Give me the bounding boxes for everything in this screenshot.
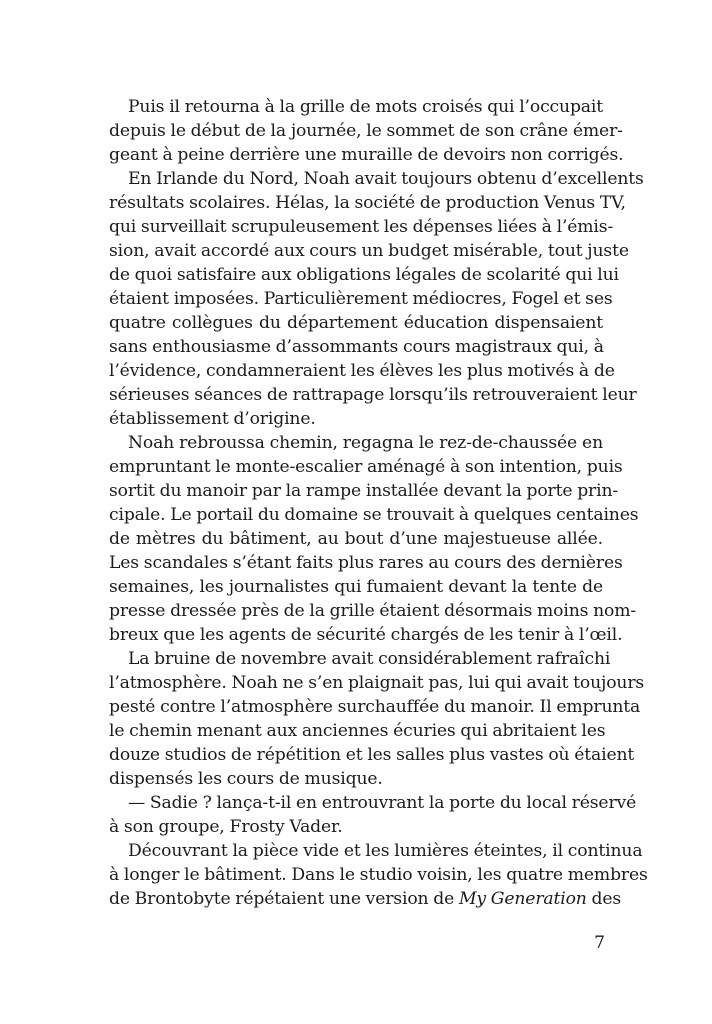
text-line: Les scandales s’étant faits plus rares au cours des dernières	[109, 553, 623, 573]
text-line: de quoi satisfaire aux obligations légales de scolarité qui lui	[109, 265, 619, 285]
text-segment: de Brontobyte répétaient une version de	[109, 889, 459, 909]
text-line: établissement d’origine.	[109, 409, 316, 429]
paragraph	[109, 839, 648, 911]
paragraph	[109, 95, 624, 167]
text-line: semaines, les journalistes qui fumaient devant la tente de	[109, 577, 603, 597]
text-line: empruntant le monte-escalier aménagé à son intention, puis	[109, 457, 623, 477]
text-line: dispensés les cours de musique.	[109, 769, 383, 789]
text-line: En Irlande du Nord, Noah avait toujours obtenu d’excellents	[128, 169, 644, 189]
text-line: pesté contre l’atmosphère surchauffée du manoir. Il emprunta	[109, 697, 641, 717]
text-line: depuis le début de la journée, le sommet de son crâne émer-	[109, 121, 623, 141]
paragraph	[109, 647, 645, 791]
text-segment: des	[586, 889, 622, 909]
text-line: l’atmosphère. Noah ne s’en plaignait pas, lui qui avait toujours	[109, 673, 645, 693]
text-line: sans enthousiasme d’assommants cours magistraux qui, à	[109, 337, 604, 357]
text-line: — Sadie ? lança-t-il en entrouvrant la porte du local réservé	[128, 793, 637, 813]
text-line: Noah rebroussa chemin, regagna le rez-de-chaussée en	[128, 433, 603, 453]
text-line: presse dressée près de la grille étaient désormais moins nom-	[109, 601, 637, 621]
paragraph	[109, 167, 644, 431]
paragraph	[109, 431, 639, 647]
text-line: de mètres du bâtiment, au bout d’une majestueuse allée.	[109, 529, 603, 549]
text-line: Puis il retourna à la grille de mots croisés qui l’occupait	[128, 97, 603, 117]
song-title: My Generation	[458, 889, 587, 909]
text-line: l’évidence, condamneraient les élèves les plus motivés à de	[109, 361, 615, 381]
text-line: étaient imposées. Particulièrement médiocres, Fogel et ses	[109, 289, 613, 309]
text-line	[109, 887, 622, 911]
text-line: douze studios de répétition et les salles plus vastes où étaient	[109, 745, 635, 765]
text-line: sion, avait accordé aux cours un budget misérable, tout juste	[109, 241, 629, 261]
text-line: quatre collègues du département éducation dispensaient	[109, 313, 603, 333]
text-line: Découvrant la pièce vide et les lumières éteintes, il continua	[128, 841, 643, 861]
body-text	[109, 95, 648, 911]
text-line: à longer le bâtiment. Dans le studio voisin, les quatre membres	[109, 865, 648, 885]
dialogue-paragraph	[109, 791, 637, 839]
text-line: geant à peine derrière une muraille de devoirs non corrigés.	[109, 145, 624, 165]
text-line: résultats scolaires. Hélas, la société de production Venus TV,	[109, 193, 626, 213]
text-line: qui surveillait scrupuleusement les dépenses liées à l’émis-	[109, 217, 614, 237]
text-line: La bruine de novembre avait considérablement rafraîchi	[128, 649, 611, 669]
text-line: le chemin menant aux anciennes écuries qui abritaient les	[109, 721, 606, 741]
text-line: cipale. Le portail du domaine se trouvait à quelques centaines	[109, 505, 639, 525]
text-line: sortit du manoir par la rampe installée devant la porte prin-	[109, 481, 619, 501]
text-line: à son groupe, Frosty Vader.	[109, 817, 343, 837]
page-number: 7	[594, 933, 605, 953]
text-line: breux que les agents de sécurité chargés de les tenir à l’œil.	[109, 625, 623, 645]
text-line: sérieuses séances de rattrapage lorsqu’ils retrouveraient leur	[109, 385, 637, 405]
